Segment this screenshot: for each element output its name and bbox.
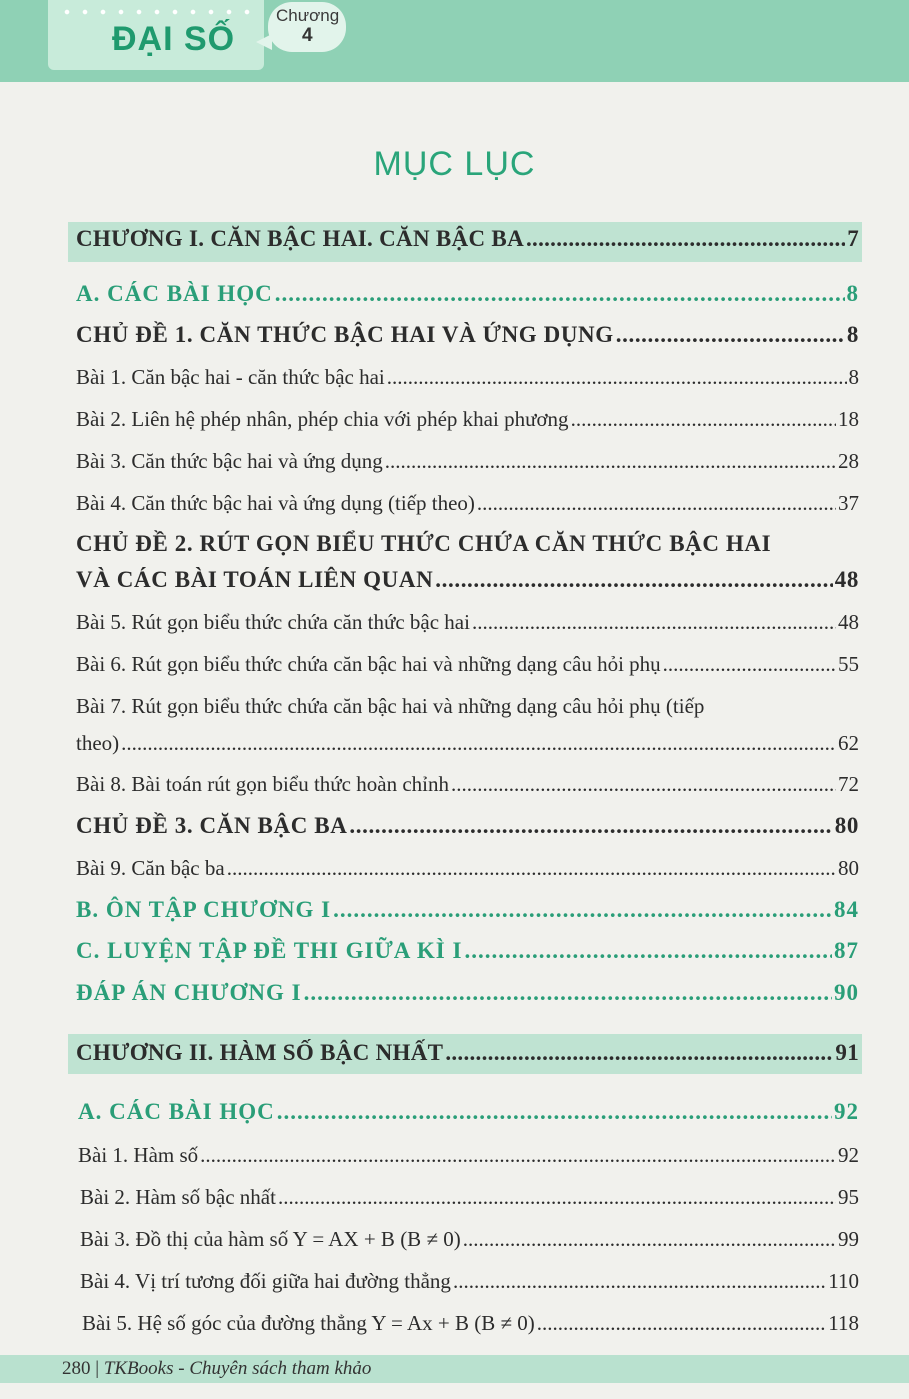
toc-entry-text: Bài 4. Vị trí tương đối giữa hai đường thẳng <box>80 1269 451 1293</box>
toc-lesson[interactable] <box>76 772 859 797</box>
toc-lesson[interactable] <box>80 1227 859 1252</box>
toc-page-number: 48 <box>834 567 859 592</box>
toc-topic-3[interactable] <box>76 813 859 839</box>
toc-page-number: 99 <box>838 1227 859 1251</box>
leader-dots <box>304 980 832 1006</box>
leader-dots <box>275 281 845 307</box>
toc-lesson[interactable] <box>76 365 859 390</box>
leader-dots <box>387 365 847 390</box>
leader-dots <box>663 652 836 677</box>
toc-section-a[interactable] <box>76 281 859 307</box>
toc-entry-text: Bài 1. Hàm số <box>78 1143 199 1167</box>
toc-entry-text: Bài 5. Rút gọn biểu thức chứa căn thức bậc hai <box>76 610 470 634</box>
binder-holes <box>58 8 258 16</box>
footer-tagline: - Chuyên sách tham khảo <box>178 1358 372 1379</box>
toc-lesson[interactable] <box>78 1143 859 1168</box>
leader-dots <box>227 856 836 881</box>
toc-page-number: 8 <box>846 322 859 347</box>
leader-dots <box>333 897 832 923</box>
toc-entry-text: Bài 3. Căn thức bậc hai và ứng dụng <box>76 449 383 473</box>
toc-entry-text: Bài 3. Đồ thị của hàm số Y = AX + B (B ≠ 0) <box>80 1227 461 1251</box>
leader-dots <box>435 567 833 593</box>
leader-dots <box>571 407 836 432</box>
toc-lesson[interactable] <box>76 610 859 635</box>
leader-dots <box>616 322 845 348</box>
toc-lesson[interactable] <box>80 1185 859 1210</box>
toc-entry-text: ĐÁP ÁN CHƯƠNG I <box>76 980 302 1005</box>
toc-section-a[interactable] <box>78 1099 859 1125</box>
footer-separator: | <box>95 1358 100 1379</box>
toc-page-number: 80 <box>834 813 859 838</box>
toc-entry-text: Bài 5. Hệ số góc của đường thẳng Y = Ax + B (B ≠ 0) <box>82 1311 535 1335</box>
footer-publisher: TKBooks <box>103 1358 174 1379</box>
toc-entry-text: Bài 2. Liên hệ phép nhân, phép chia với phép khai phương <box>76 407 569 431</box>
leader-dots <box>464 938 832 964</box>
leader-dots <box>453 1269 826 1294</box>
toc-lesson[interactable] <box>80 1269 859 1294</box>
toc-entry-text: Bài 1. Căn bậc hai - căn thức bậc hai <box>76 365 385 389</box>
toc-page-number: 80 <box>838 856 859 880</box>
leader-dots <box>463 1227 836 1252</box>
toc-lesson[interactable] <box>76 449 859 474</box>
chapter-label: Chương <box>276 6 340 25</box>
toc-page-number: 48 <box>838 610 859 634</box>
toc-entry-text: VÀ CÁC BÀI TOÁN LIÊN QUAN <box>76 567 434 592</box>
toc-section-b[interactable] <box>76 897 859 923</box>
toc-page-number: 28 <box>838 449 859 473</box>
leader-dots <box>349 813 832 839</box>
toc-entry-text: Bài 8. Bài toán rút gọn biểu thức hoàn chỉnh <box>76 772 449 796</box>
leader-dots <box>200 1143 836 1168</box>
footer-page-number: 280 <box>62 1358 91 1379</box>
toc-page-number: 92 <box>834 1099 859 1124</box>
toc-topic-2[interactable] <box>76 567 859 593</box>
toc-page-number: 92 <box>838 1143 859 1167</box>
toc-entry-text: CHỦ ĐỀ 3. CĂN BẬC BA <box>76 813 348 838</box>
toc-page-number: 87 <box>834 938 859 963</box>
leader-dots <box>445 1040 833 1066</box>
toc-entry-text: C. LUYỆN TẬP ĐỀ THI GIỮA KÌ I <box>76 938 463 963</box>
toc-entry-text: Bài 9. Căn bậc ba <box>76 856 225 880</box>
toc-entry-text: Bài 6. Rút gọn biểu thức chứa căn bậc hai và những dạng câu hỏi phụ <box>76 652 661 676</box>
toc-page-number: 91 <box>835 1040 859 1065</box>
toc-entry-text: A. CÁC BÀI HỌC <box>78 1099 275 1124</box>
toc-chapter-1[interactable] <box>76 226 859 252</box>
toc-lesson-7-line1[interactable]: Bài 7. Rút gọn biểu thức chứa căn bậc hai và những dạng câu hỏi phụ (tiếp <box>76 694 705 718</box>
leader-dots <box>526 226 845 252</box>
leader-dots <box>277 1099 832 1125</box>
toc-page-number: 72 <box>838 772 859 796</box>
toc-lesson[interactable] <box>82 1311 859 1336</box>
toc-lesson[interactable] <box>76 731 859 756</box>
leader-dots <box>472 610 836 635</box>
leader-dots <box>385 449 836 474</box>
leader-dots <box>537 1311 827 1336</box>
toc-page-number: 90 <box>834 980 859 1005</box>
toc-page-number: 62 <box>838 731 859 755</box>
toc-page-number: 84 <box>834 897 859 922</box>
toc-page-number: 8 <box>848 365 859 389</box>
toc-entry-text: B. ÔN TẬP CHƯƠNG I <box>76 897 332 922</box>
toc-topic-1[interactable] <box>76 322 859 348</box>
toc-entry-text: CHỦ ĐỀ 1. CĂN THỨC BẬC HAI VÀ ỨNG DỤNG <box>76 322 614 347</box>
toc-chapter-2[interactable] <box>76 1040 859 1066</box>
toc-entry-text: theo) <box>76 731 120 755</box>
toc-entry-text: CHƯƠNG I. CĂN BẬC HAI. CĂN BẬC BA <box>76 226 524 251</box>
subject-title: ĐẠI SỐ <box>112 20 236 58</box>
toc-page-number: 18 <box>838 407 859 431</box>
toc-page-number: 7 <box>847 226 859 251</box>
toc-entry-text: A. CÁC BÀI HỌC <box>76 281 273 306</box>
toc-lesson[interactable] <box>76 407 859 432</box>
toc-page-number: 37 <box>838 491 859 515</box>
toc-section-c[interactable] <box>76 938 859 964</box>
toc-lesson[interactable] <box>76 652 859 677</box>
toc-entry-text: CHƯƠNG II. HÀM SỐ BẬC NHẤT <box>76 1040 444 1065</box>
leader-dots <box>477 491 836 516</box>
footer-text <box>62 1358 371 1380</box>
toc-title: MỤC LỤC <box>373 145 536 183</box>
toc-page-number: 55 <box>838 652 859 676</box>
toc-topic-2-line1[interactable]: CHỦ ĐỀ 2. RÚT GỌN BIỂU THỨC CHỨA CĂN THỨC BẬC HAI <box>76 531 772 556</box>
toc-lesson[interactable] <box>76 856 859 881</box>
leader-dots <box>451 772 836 797</box>
leader-dots <box>121 731 836 756</box>
toc-answers[interactable] <box>76 980 859 1006</box>
toc-entry-text: Bài 4. Căn thức bậc hai và ứng dụng (tiếp theo) <box>76 491 475 515</box>
toc-lesson[interactable] <box>76 491 859 516</box>
toc-page-number: 95 <box>838 1185 859 1209</box>
toc-page-number: 8 <box>846 281 859 306</box>
toc-page-number: 110 <box>828 1269 859 1293</box>
chapter-number: 4 <box>302 25 313 46</box>
toc-entry-text: Bài 2. Hàm số bậc nhất <box>80 1185 276 1209</box>
toc-page-number: 118 <box>828 1311 859 1335</box>
leader-dots <box>278 1185 836 1210</box>
